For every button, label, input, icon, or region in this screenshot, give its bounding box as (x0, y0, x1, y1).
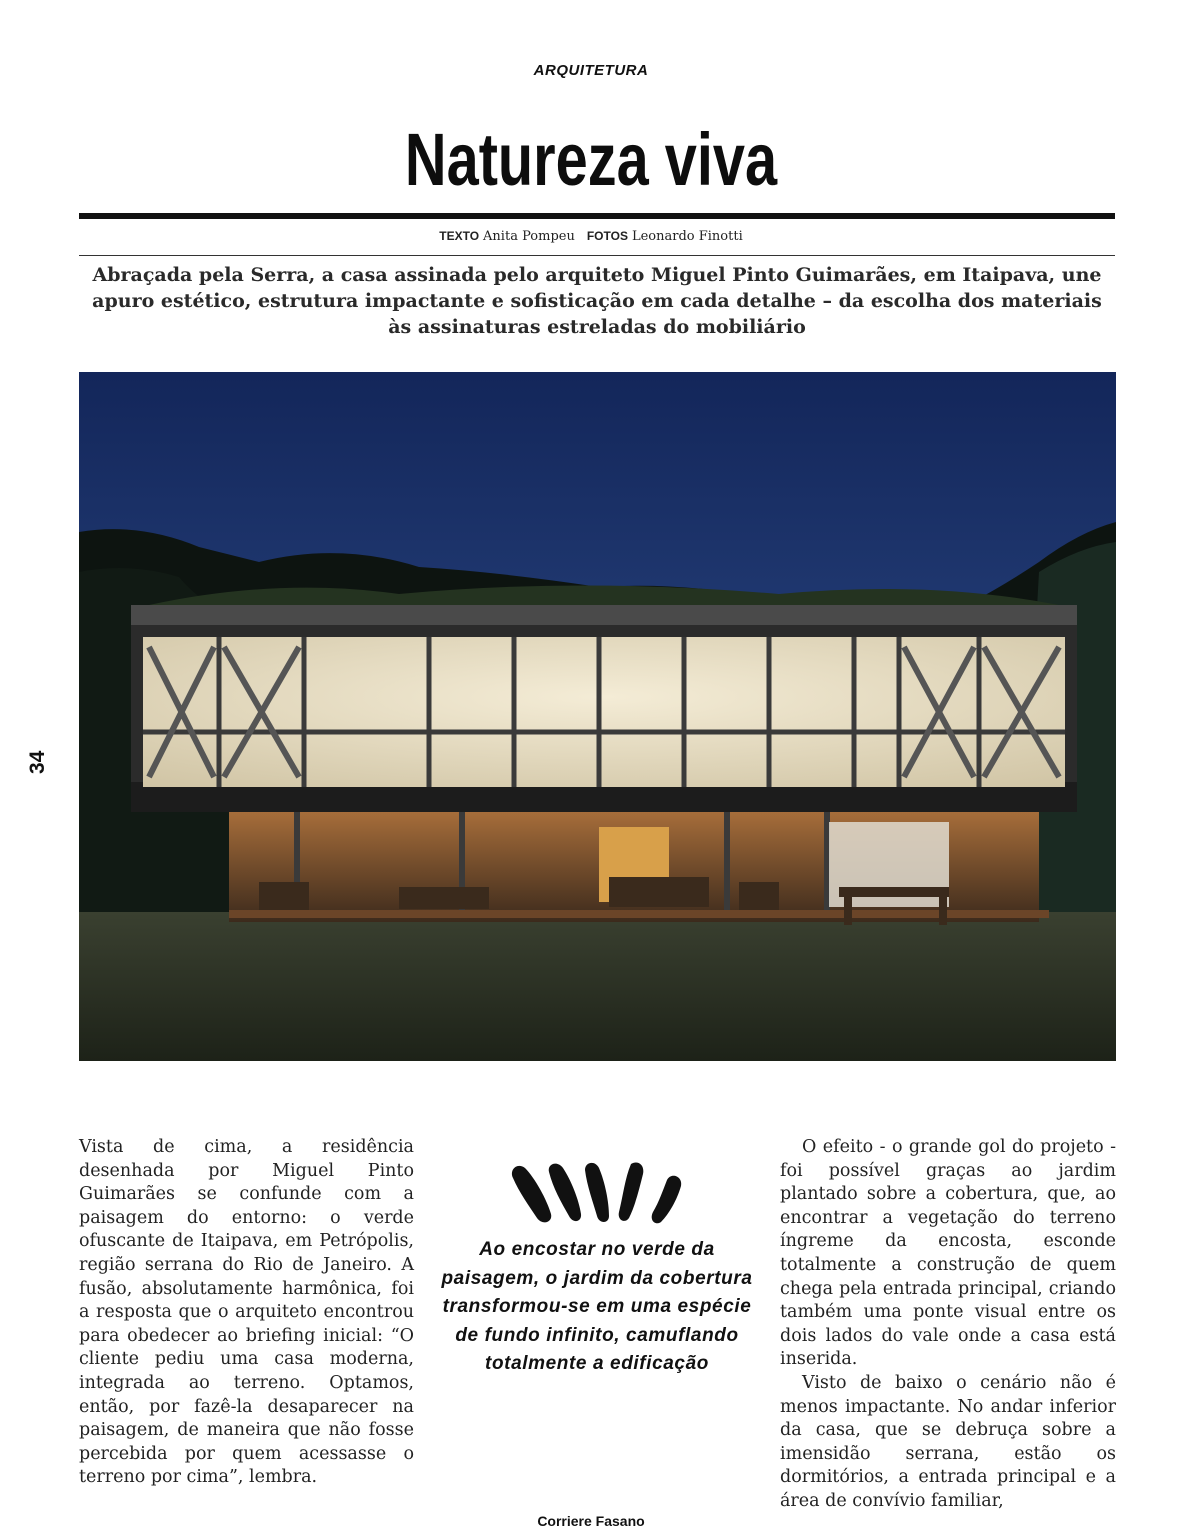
article-title: Natureza viva (404, 118, 778, 201)
body-column-left (79, 1136, 414, 1490)
footer-publication: Corriere Fasano (537, 1513, 645, 1529)
photo-credit-label: FOTOS (586, 229, 628, 243)
text-credit-author: Anita Pompeu (483, 229, 575, 244)
body-paragraph: O efeito - o grande gol do projeto - foi possível graças ao jardim plantado sobre a cobertura, que, ao encontrar a vegetação do terreno íngreme da encosta, esconde totalmente a construção de quem chega pela entrada principal, criando também uma ponte visual entre os dois lados do vale onde a casa está inserida. (780, 1137, 1116, 1370)
text-credit-label: TEXTO (439, 229, 480, 243)
title-rule (79, 213, 1115, 219)
lead-paragraph: Abraçada pela Serra, a casa assinada pelo arquiteto Miguel Pinto Guimarães, em Itaipava, une apuro estético, estrutura impactante e sofisticação em cada detalhe – da escolha dos materiais às assinaturas estreladas do mobiliário (92, 264, 1102, 338)
body-column-right (780, 1136, 1116, 1514)
quote-mark-icon (507, 1160, 687, 1226)
photo-credit-author: Leonardo Finotti (631, 229, 743, 244)
page-number: 34 (26, 750, 49, 774)
section-label: ARQUITETURA (533, 62, 649, 79)
body-paragraph: Visto de baixo o cenário não é menos impactante. No andar inferior da casa, que se debruça sobre a imensidão serrana, estão os dormitórios, a entrada principal e a área de convívio familiar, (780, 1372, 1116, 1511)
body-paragraph: Vista de cima, a residência desenhada por Miguel Pinto Guimarães se confunde com a paisagem do entorno: o verde ofuscante de Itaipava, em Petrópolis, região serrana do Rio de Janeiro. A fusão, absolutamente harmônica, foi a resposta que o arquiteto encontrou para obedecer ao briefing inicial: “O cliente pediu uma casa moderna, integrada ao terreno. Optamos, então, por fazê-la desaparecer na paisagem, de maneira que não fosse percebida por quem acessasse o terreno por cima”, lembra. (79, 1137, 414, 1488)
house-photo (79, 372, 1116, 1061)
credits (0, 229, 1182, 244)
credits-rule (79, 255, 1115, 256)
pull-quote: Ao encostar no verde da paisagem, o jardim da cobertura transformou-se em uma espécie de fundo infinito, camuflando totalmente a edificação (441, 1239, 753, 1374)
